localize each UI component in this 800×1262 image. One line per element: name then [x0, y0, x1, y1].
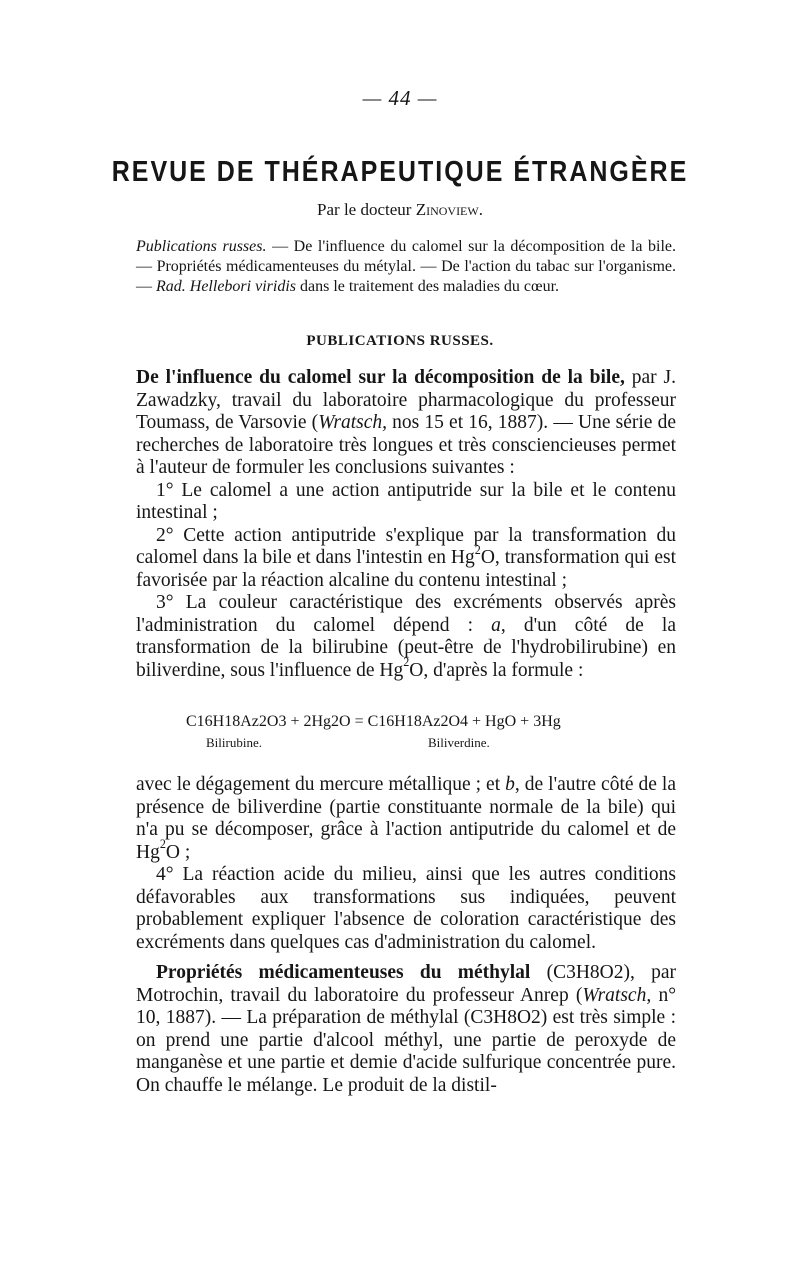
summary-text-1: — De l'influence du calomel sur la décomposition de la bile. — Propriétés médicamenteuses du métylal. — De l'action du tabac sur l'organisme. — — [136, 238, 677, 295]
article-1-after-formula — [136, 774, 676, 864]
after-letter-b: b — [505, 774, 515, 795]
after-2: , de l'autre côté de la présence de biliverdine (partie constituante normale de la bile) qui n'a pu se décomposer, grâce à l'action antiputride du calomel et de Hg — [136, 774, 676, 863]
summary-paragraph — [136, 237, 676, 297]
article-1-intro-2: nos 15 et 16, 1887). — Une série de recherches de laboratoire très longues et très consciencieuses permet à l'auteur de formuler les conclusions suivantes : — [136, 412, 677, 478]
byline — [0, 200, 800, 220]
article-1-intro — [136, 367, 676, 480]
article-2-journal: Wratsch, — [582, 984, 652, 1006]
article-1-journal: Wratsch, — [318, 412, 387, 433]
page-number: — 44 — — [362, 86, 438, 110]
point-2-a: 2° Cette action antiputride s'explique par la transformation du calomel dans la bile et dans l'intestin en Hg — [136, 524, 676, 568]
section-title: PUBLICATIONS RUSSES. — [306, 333, 494, 349]
formula-equation: C16H18Az2O3 + 2Hg2O = C16H18Az2O4 + HgO + 3Hg — [186, 713, 561, 730]
point-3-b: , d'un côté de la transformation de la bilirubine (peut-être de l'hydrobilirubine) en biliverdine, sous l'influence de Hg — [136, 614, 676, 681]
summary-rad: Rad. Hellebori viridis — [156, 278, 296, 295]
page-title: REVUE DE THÉRAPEUTIQUE ÉTRANGÈRE — [111, 155, 689, 189]
after-1: avec le dégagement du mercure métallique ; et — [136, 774, 506, 795]
article-1-point-4: 4° La réaction acide du milieu, ainsi que les autres conditions défavorables aux transformations sus indiquées, peuvent probablement expliquer l'absence de coloration caractéristique des excréments dans quelques cas d'administration du calomel. — [136, 864, 676, 953]
article-1-point-2 — [136, 525, 676, 593]
point-3-sup: 2 — [403, 655, 410, 670]
byline-author: Zinoview. — [415, 200, 483, 219]
article-1-point-3 — [136, 592, 676, 682]
article-2-heading: Propriétés médicamenteuses du méthylal — [156, 962, 531, 983]
article-1-block-top — [136, 367, 676, 682]
after-3: O ; — [165, 841, 191, 863]
article-1-intro-1: par J. Zawadzky, travail du laboratoire pharmacologique du professeur Toumass, de Varsovie ( — [136, 367, 676, 433]
article-1-point-1: 1° Le calomel a une action antiputride sur la bile et le contenu intestinal ; — [136, 479, 676, 523]
article-2-paragraph — [136, 962, 676, 1097]
point-3-a: 3° La couleur caractéristique des excréments observés après l'administration du calomel dépend : — [136, 592, 676, 636]
point-3-c: O, d'après la formule : — [409, 659, 584, 681]
article-1-heading: De l'influence du calomel sur la décomposition de la bile, — [136, 367, 625, 388]
after-sup: 2 — [159, 837, 166, 852]
summary-text-2: dans le traitement des maladies du cœur. — [295, 278, 560, 295]
point-3-letter-a: a — [491, 614, 501, 636]
formula-label-biliverdine: Biliverdine. — [428, 735, 490, 750]
point-2-sup: 2 — [474, 542, 481, 557]
article-2-block — [136, 962, 676, 1097]
article-2-text-2: n° 10, 1887). — La préparation de méthylal (C3H8O2) est très simple : on prend une partie d'alcool méthyl, une partie de peroxyde de manganèse et une partie et demie d'acide sulfurique concentrée pure. On chauffe le mélange. Le produit de la distil- — [136, 984, 676, 1096]
byline-prefix: Par le docteur — [317, 200, 416, 219]
point-2-b: O, transformation qui est favorisée par la réaction alcaline du contenu intestinal ; — [136, 547, 676, 591]
summary-lead: Publications russes. — [136, 238, 267, 255]
article-2-text-1: (C3H8O2), par Motrochin, travail du laboratoire du professeur Anrep ( — [136, 962, 676, 1006]
formula-label-bilirubine: Bilirubine. — [206, 735, 262, 750]
article-1-block-bottom — [136, 774, 676, 954]
